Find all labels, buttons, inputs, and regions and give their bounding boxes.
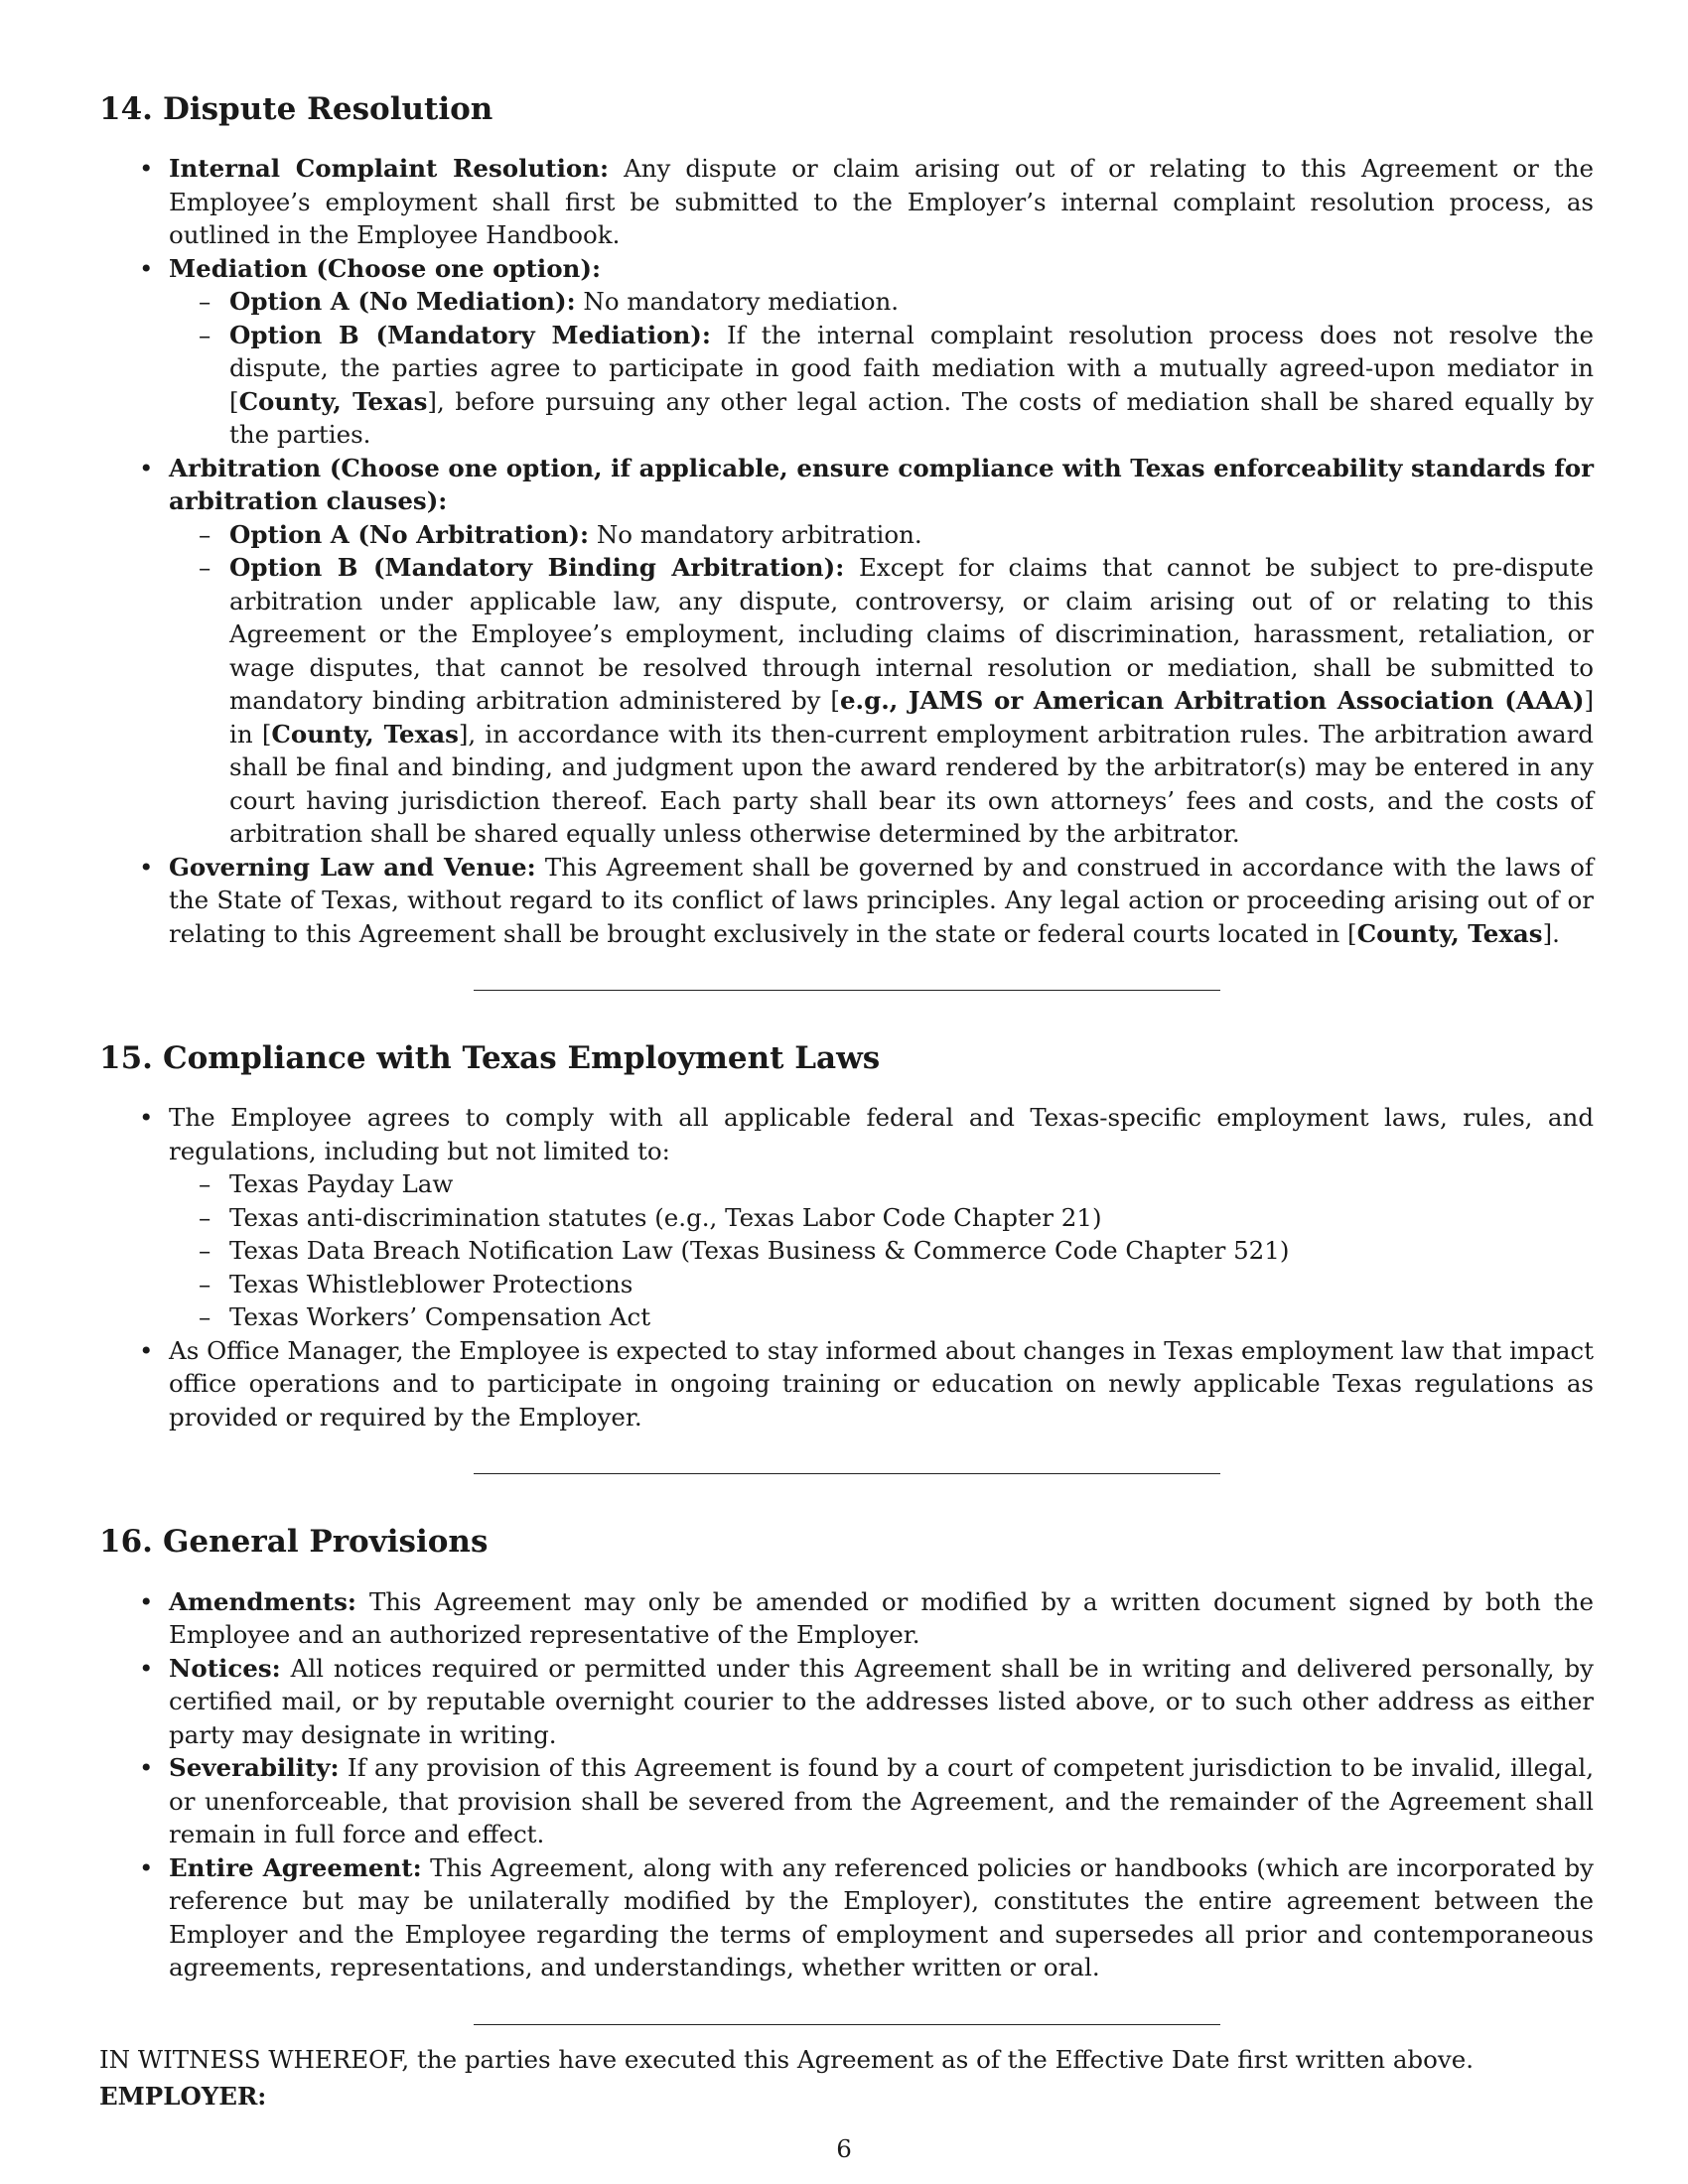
section-divider [474, 990, 1220, 991]
section-dispute-resolution [99, 91, 1594, 950]
section-heading: 15. Compliance with Texas Employment Laws [99, 1040, 881, 1077]
section-divider [474, 1473, 1220, 1474]
list-item: • Amendments: This Agreement may only be amended or modified by a written document signed by both the Employee and an authorized representative of the Employer. [99, 1585, 1594, 1652]
sub-list [169, 1167, 1594, 1334]
section-heading: 14. Dispute Resolution [99, 91, 493, 127]
list-item: • Internal Complaint Resolution: Any dispute or claim arising out of or relating to this Agreement or the Employee’s employment shall first be submitted to the Employer’s internal complaint resolution process, as outlined in the Employee Handbook. [99, 152, 1594, 252]
sub-list-item: – Texas Data Breach Notification Law (Texas Business & Commerce Code Chapter 521) [169, 1234, 1594, 1268]
sub-list [169, 285, 1594, 452]
section-general-provisions [99, 1524, 1594, 1983]
witness-clause: IN WITNESS WHEREOF, the parties have executed this Agreement as of the Effective Date first written above. [99, 2044, 1474, 2074]
page-number: 6 [836, 2134, 852, 2163]
section-list [99, 1101, 1594, 1433]
list-item: • Governing Law and Venue: This Agreement shall be governed by and construed in accordance with the laws of the State of Texas, without regard to its conflict of laws principles. Any legal action or proceeding arising out of or relating to this Agreement shall be brought exclusively in the state or federal courts located in [County, Texas]. [99, 851, 1594, 951]
sub-list-item: – Option A (No Arbitration): No mandatory arbitration. [169, 518, 1594, 552]
list-item: • Mediation (Choose one option): – Option A (No Mediation): No mandatory mediation. – Option B (Mandatory Mediation): If the internal complaint resolution process does not resolve the dispute, the parties agree to participate in good faith mediation with a mutually agreed-upon mediator in [County, Texas], before pursuing any other legal action. The costs of mediation shall be shared equally by the parties. [99, 252, 1594, 452]
list-item: • Notices: All notices required or permitted under this Agreement shall be in writing and delivered personally, by certified mail, or by reputable overnight courier to the addresses listed above, or to such other address as either party may designate in writing. [99, 1652, 1594, 1752]
list-item: • Entire Agreement: This Agreement, along with any referenced policies or handbooks (which are incorporated by reference but may be unilaterally modified by the Employer), constitutes the entire agreement between the Employer and the Employee regarding the terms of employment and supersedes all prior and contemporaneous agreements, representations, and understandings, whether written or oral. [99, 1851, 1594, 1984]
sub-list-item: – Texas Whistleblower Protections [169, 1268, 1594, 1301]
list-item: • The Employee agrees to comply with all applicable federal and Texas-specific employment laws, rules, and regulations, including but not limited to: – Texas Payday Law – Texas anti-discrimination statutes (e.g., Texas Labor Code Chapter 21) – Texas Data Breach Notification Law (Texas Business & Commerce Code Chapter 521) – Texas Whistleblower Protections – Texas Workers’ Compensation Act [99, 1101, 1594, 1334]
list-item: • Arbitration (Choose one option, if applicable, ensure compliance with Texas enforceability standards for arbitration clauses): – Option A (No Arbitration): No mandatory arbitration. – Option B (Mandatory Binding Arbitration): Except for claims that cannot be subject to pre-dispute arbitration under applicable law, any dispute, controversy, or claim arising out of or relating to this Agreement or the Employee’s employment, including claims of discrimination, harassment, retaliation, or wage disputes, that cannot be resolved through internal resolution or mediation, shall be submitted to mandatory binding arbitration administered by [e.g., JAMS or American Arbitration Association (AAA)] in [County, Texas], in accordance with its then-current employment arbitration rules. The arbitration award shall be final and binding, and judgment upon the award rendered by the arbitrator(s) may be entered in any court having jurisdiction thereof. Each party shall bear its own attorneys’ fees and costs, and the costs of arbitration shall be shared equally unless otherwise determined by the arbitrator. [99, 452, 1594, 851]
sub-list-item: – Texas anti-discrimination statutes (e.g., Texas Labor Code Chapter 21) [169, 1201, 1594, 1235]
sub-list-item: – Texas Workers’ Compensation Act [169, 1300, 1594, 1334]
sub-list-item: – Option A (No Mediation): No mandatory mediation. [169, 285, 1594, 319]
list-item: • As Office Manager, the Employee is expected to stay informed about changes in Texas employment law that impact office operations and to participate in ongoing training or education on newly applicable Texas regulations as provided or required by the Employer. [99, 1334, 1594, 1434]
section-heading: 16. General Provisions [99, 1524, 489, 1561]
list-item: • Severability: If any provision of this Agreement is found by a court of competent jurisdiction to be invalid, illegal, or unenforceable, that provision shall be severed from the Agreement, and the remainder of the Agreement shall remain in full force and effect. [99, 1751, 1594, 1851]
section-list [99, 1585, 1594, 1984]
sub-list-item: – Texas Payday Law [169, 1167, 1594, 1201]
section-list [99, 152, 1594, 950]
sub-list [169, 518, 1594, 851]
sub-list-item: – Option B (Mandatory Mediation): If the internal complaint resolution process does not resolve the dispute, the parties agree to participate in good faith mediation with a mutually agreed-upon mediator in [County, Texas], before pursuing any other legal action. The costs of mediation shall be shared equally by the parties. [169, 319, 1594, 452]
sub-list-item: – Option B (Mandatory Binding Arbitration): Except for claims that cannot be subject to pre-dispute arbitration under applicable law, any dispute, controversy, or claim arising out of or relating to this Agreement or the Employee’s employment, including claims of discrimination, harassment, retaliation, or wage disputes, that cannot be resolved through internal resolution or mediation, shall be submitted to mandatory binding arbitration administered by [e.g., JAMS or American Arbitration Association (AAA)] in [County, Texas], in accordance with its then-current employment arbitration rules. The arbitration award shall be final and binding, and judgment upon the award rendered by the arbitrator(s) may be entered in any court having jurisdiction thereof. Each party shall bear its own attorneys’ fees and costs, and the costs of arbitration shall be shared equally unless otherwise determined by the arbitrator. [169, 551, 1594, 851]
section-divider [474, 2024, 1220, 2025]
section-compliance [99, 1040, 1594, 1433]
document-page [99, 91, 1594, 2114]
employer-label: EMPLOYER: [99, 2082, 267, 2112]
